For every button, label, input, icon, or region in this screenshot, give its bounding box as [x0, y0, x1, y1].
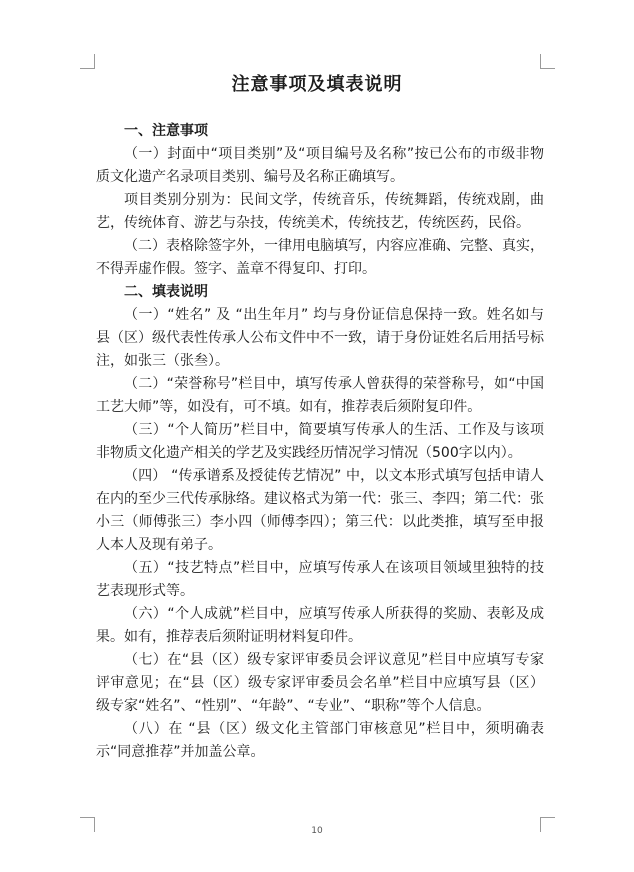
- paragraph: （八）在 “县（区）级文化主管部门审核意见”栏目中，须明确表示“同意推荐”并加盖公章。: [96, 721, 544, 760]
- section-heading-notes: 一、注意事项: [124, 123, 208, 139]
- paragraph: （一）封面中“项目类别”及“项目编号及名称”按已公布的市级非物质文化遗产名录项目类别、编号及名称正确填写。: [96, 146, 544, 185]
- page-title: 注意事项及填表说明: [231, 74, 403, 95]
- crop-mark-top-right: [540, 54, 555, 69]
- paragraph: （五）“技艺特点”栏目中，应填写传承人在该项目领域里独特的技艺表现形式等。: [96, 560, 544, 599]
- section-heading-instructions: 二、填表说明: [124, 284, 208, 300]
- paragraph: （一）“姓名” 及 “出生年月” 均与身份证信息保持一致。姓名如与县（区）级代表性传承人公布文件中不一致，请于身份证姓名后用括号标注，如张三（张叁）。: [96, 307, 544, 369]
- paragraph: （七）在“县（区）级专家评审委员会评议意见”栏目中应填写专家评审意见；在“县（区）级专家评审委员会名单”栏目中应填写县（区）级专家“姓名”、“性别”、“年龄”、“专业”、“职称”等个人信息。: [96, 652, 544, 714]
- paragraph: 项目类别分别为：民间文学，传统音乐，传统舞蹈，传统戏剧，曲艺，传统体育、游艺与杂技，传统美术，传统技艺，传统医药，民俗。: [96, 192, 544, 231]
- crop-mark-top-left: [80, 54, 95, 69]
- page-number: 10: [311, 826, 323, 836]
- paragraph: （六）“个人成就”栏目中，应填写传承人所获得的奖励、表彰及成果。如有，推荐表后须附证明材料复印件。: [96, 606, 544, 645]
- paragraph: （二）表格除签字外，一律用电脑填写，内容应准确、完整、真实，不得弄虚作假。签字、盖章不得复印、打印。: [96, 238, 544, 277]
- paragraph: （三）“个人简历”栏目中，简要填写传承人的生活、工作及与该项非物质文化遗产相关的学艺及实践经历情况学习情况（500字以内）。: [96, 422, 544, 461]
- paragraph: （二）“荣誉称号”栏目中，填写传承人曾获得的荣誉称号，如“中国工艺大师”等，如没有，可不填。如有，推荐表后须附复印件。: [96, 376, 544, 415]
- document-body: [96, 120, 544, 764]
- paragraph: （四） “传承谱系及授徒传艺情况” 中，以文本形式填写包括申请人在内的至少三代传承脉络。建议格式为第一代：张三、李四；第二代：张小三（师傅张三）李小四（师傅李四）；第三代：以此类推，填写至申报人本人及现有弟子。: [96, 468, 544, 553]
